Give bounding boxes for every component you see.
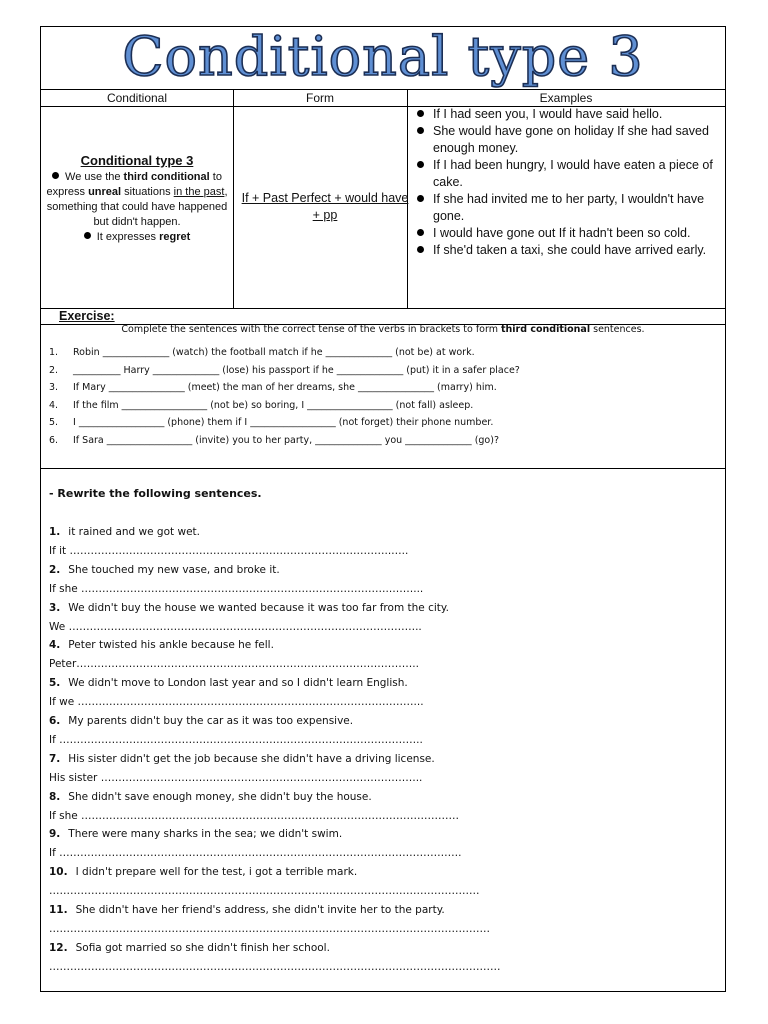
form-formula: If + Past Perfect + would have + pp <box>241 191 409 222</box>
rewrite-item: 2. She touched my new vase, and broke it. If she ……………………………………………………………………………..……... <box>49 561 501 599</box>
rewrite-heading: - Rewrite the following sentences. <box>49 487 262 500</box>
bullet-icon <box>417 246 424 253</box>
column-header-examples: Examples <box>539 91 593 105</box>
rewrite-item: 10. I didn't prepare well for the test, i got a terrible mark. …………………………………………………………………………………………………………… <box>49 863 501 901</box>
column-header-conditional: Conditional <box>106 91 168 105</box>
exercise-item: 3. If Mary ________________ (meet) the man of her dreams, she ________________ (marry) him. <box>49 382 497 394</box>
example-item: She would have gone on holiday If she had saved enough money. <box>413 123 719 157</box>
answer-line: If she ……………………………………………………………………………..……... <box>49 582 424 595</box>
example-item: I would have gone out If it hadn't been so cold. <box>413 225 719 242</box>
answer-line: If she ……………………………………………………………………………………………… <box>49 809 460 822</box>
column-header-form: Form <box>306 91 334 105</box>
rewrite-item: 1. it rained and we got wet. If it ………………………………………………………………………………..….. <box>49 523 501 561</box>
bullet-icon <box>417 110 424 117</box>
example-item: If she'd taken a taxi, she could have arrived early. <box>413 242 719 259</box>
rewrite-item: 4. Peter twisted his ankle because he fell. Peter…………………………………………………………………………………….. <box>49 636 501 674</box>
rewrite-item: 9. There were many sharks in the sea; we didn't swim. If ……………………………………………………………………………………………………. <box>49 825 501 863</box>
conditional-description <box>45 153 229 245</box>
answer-line: We ……………………………………………………………………………………….. <box>49 620 422 633</box>
answer-line: If ……………………………………………………………………………………………………. <box>49 847 462 860</box>
example-item: If I had seen you, I would have said hello. <box>413 106 719 123</box>
rewrite-item: 5. We didn't move to London last year and so I didn't learn English. If we ……………………………………………………………………………………... <box>49 674 501 712</box>
answer-line: If we ……………………………………………………………………………………... <box>49 696 424 709</box>
exercise-bottom-border <box>41 468 725 469</box>
answer-line: If ………………………………………………………………………………………….. <box>49 733 423 746</box>
example-item: If she had invited me to her party, I wouldn't have gone. <box>413 191 719 225</box>
answer-line: ……………………………………………………………………………………………………………… <box>49 922 490 935</box>
answer-line: His sister ……………………………………………………………………………….. <box>49 771 423 784</box>
rewrite-item: 6. My parents didn't buy the car as it was too expensive. If ………………………………………………………………………………………….. <box>49 712 501 750</box>
rewrite-item: 8. She didn't save enough money, she didn't buy the house. If she ……………………………………………………………………………………………… <box>49 788 501 826</box>
bullet-icon <box>417 161 424 168</box>
exercise-list <box>49 344 520 450</box>
rewrite-item: 7. His sister didn't get the job because she didn't have a driving license. His sister ……………………………………………………………………………….. <box>49 750 501 788</box>
exercise-item: 6. If Sara __________________ (invite) you to her party, ______________ you ______________ (go)? <box>49 434 499 446</box>
bullet-icon <box>417 195 424 202</box>
rewrite-item: 3. We didn't buy the house we wanted because it was too far from the city. We ……………………………………………………………………………………….. <box>49 599 501 637</box>
bullet-icon <box>84 232 91 239</box>
answer-line: …………………………………………………………………………………………………………… <box>49 885 480 898</box>
conditional-point-2: It expresses regret <box>45 230 229 245</box>
answer-line: If it ………………………………………………………………………………..….. <box>49 545 409 557</box>
bullet-icon <box>417 127 424 134</box>
page-title: Conditional type 3 <box>122 25 644 88</box>
examples-list <box>413 106 719 259</box>
answer-line: Peter…………………………………………………………………………………….. <box>49 658 419 671</box>
rewrite-item: 11. She didn't have her friend's address, she didn't invite her to the party. ……………………………………………………………………………………………………………… <box>49 901 501 939</box>
worksheet <box>40 26 726 992</box>
exercise-instruction: Complete the sentences with the correct tense of the verbs in brackets to form third conditional sentences. <box>121 324 645 335</box>
conditional-subtitle: Conditional type 3 <box>80 153 194 168</box>
bullet-icon <box>417 229 424 236</box>
table-bottom-border <box>41 308 725 309</box>
column-divider-1 <box>233 89 234 308</box>
example-item: If I had been hungry, I would have eaten a piece of cake. <box>413 157 719 191</box>
exercise-heading: Exercise: <box>59 309 115 323</box>
exercise-item: 2. __________ Harry ______________ (lose) his passport if he ______________ (put) it in a safer place? <box>49 364 520 376</box>
rewrite-list <box>49 523 501 977</box>
conditional-point-1: We use the third conditional to express unreal situations in the past, something that could have happened but didn't happen. <box>46 171 228 228</box>
bullet-icon <box>52 172 59 179</box>
rewrite-item: 12. Sofia got married so she didn't finish her school. ………………………………………………………………………………………………………………… <box>49 939 501 977</box>
exercise-item: 1. Robin ______________ (watch) the football match if he ______________ (not be) at work. <box>49 347 475 358</box>
exercise-item: 4. If the film __________________ (not be) so boring, I __________________ (not fall) asleep. <box>49 399 474 411</box>
exercise-item: 5. I __________________ (phone) them if I __________________ (not forget) their phone number. <box>49 417 494 429</box>
answer-line: ………………………………………………………………………………………………………………… <box>49 960 501 973</box>
